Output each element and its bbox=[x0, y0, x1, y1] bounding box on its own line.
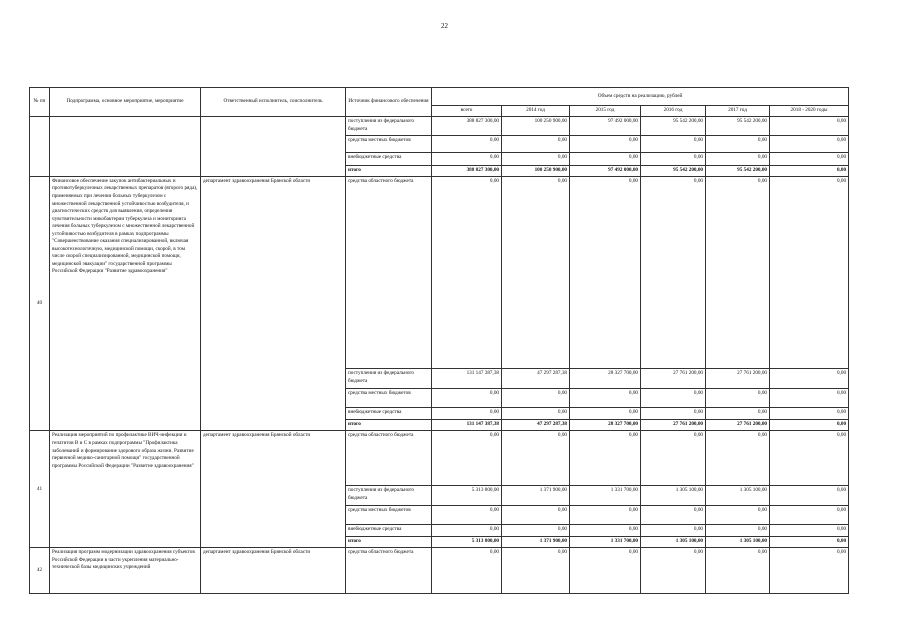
cell-source: средства областного бюджета bbox=[346, 548, 432, 594]
cell-2018-2020: 0,00 bbox=[770, 388, 849, 407]
cell-2015: 97 492 000,00 bbox=[570, 165, 641, 176]
cell-2014: 0,00 bbox=[502, 388, 570, 407]
funding-table bbox=[29, 87, 849, 594]
cell-2018-2020: 0,00 bbox=[770, 136, 849, 153]
cell-2015: 0,00 bbox=[570, 431, 641, 486]
cell-executor bbox=[201, 117, 346, 177]
cell-2014: 100 250 900,00 bbox=[502, 117, 570, 136]
cell-2018-2020: 0,00 bbox=[770, 431, 849, 486]
cell-executor: департамент здравоохранения Брянской области bbox=[201, 548, 346, 594]
header-funding-group: Объем средств на реализацию, рублей bbox=[432, 88, 849, 106]
cell-2018-2020: 0,00 bbox=[770, 369, 849, 388]
header-total: всего bbox=[432, 105, 502, 116]
cell-total: 0,00 bbox=[432, 524, 502, 537]
cell-2015: 1 331 700,00 bbox=[570, 537, 641, 548]
cell-no: 41 bbox=[30, 431, 50, 548]
cell-2014: 0,00 bbox=[502, 153, 570, 166]
cell-no bbox=[30, 117, 50, 177]
cell-source: поступления из федерального бюджета bbox=[346, 486, 432, 505]
cell-executor: департамент здравоохранения Брянской области bbox=[201, 176, 346, 430]
cell-2015: 0,00 bbox=[570, 153, 641, 166]
table-row bbox=[30, 548, 849, 594]
cell-2017: 0,00 bbox=[706, 153, 770, 166]
cell-2014: 0,00 bbox=[502, 431, 570, 486]
cell-2018-2020: 0,00 bbox=[770, 524, 849, 537]
cell-2014: 47 297 287,38 bbox=[502, 420, 570, 431]
header-executor: Ответственный исполнитель, соисполнитель bbox=[201, 88, 346, 117]
cell-2016: 0,00 bbox=[641, 407, 706, 420]
cell-no: 40 bbox=[30, 176, 50, 430]
cell-2016: 27 761 200,00 bbox=[641, 369, 706, 388]
cell-2016: 0,00 bbox=[641, 524, 706, 537]
cell-2016: 95 542 200,00 bbox=[641, 117, 706, 136]
cell-total: 0,00 bbox=[432, 153, 502, 166]
cell-2014: 0,00 bbox=[502, 176, 570, 369]
cell-2018-2020: 0,00 bbox=[770, 548, 849, 594]
cell-2016: 95 542 200,00 bbox=[641, 165, 706, 176]
cell-2018-2020: 0,00 bbox=[770, 176, 849, 369]
cell-source: средства областного бюджета bbox=[346, 176, 432, 369]
cell-source: средства местных бюджетов bbox=[346, 388, 432, 407]
cell-2017: 1 305 100,00 bbox=[706, 486, 770, 505]
cell-source: внебюджетные средства bbox=[346, 153, 432, 166]
page-number: 22 bbox=[441, 22, 448, 30]
cell-source: поступления из федерального бюджета bbox=[346, 369, 432, 388]
cell-2014: 0,00 bbox=[502, 505, 570, 524]
cell-2015: 0,00 bbox=[570, 505, 641, 524]
cell-source: средства местных бюджетов bbox=[346, 136, 432, 153]
cell-total: 388 827 300,00 bbox=[432, 117, 502, 136]
cell-2014: 1 371 900,00 bbox=[502, 486, 570, 505]
cell-total: 5 313 800,00 bbox=[432, 486, 502, 505]
cell-source: итого bbox=[346, 420, 432, 431]
cell-2018-2020: 0,00 bbox=[770, 537, 849, 548]
cell-2017: 0,00 bbox=[706, 524, 770, 537]
cell-2017: 0,00 bbox=[706, 136, 770, 153]
cell-2014: 47 297 287,38 bbox=[502, 369, 570, 388]
cell-source: итого bbox=[346, 165, 432, 176]
cell-2014: 0,00 bbox=[502, 524, 570, 537]
cell-source: средства областного бюджета bbox=[346, 431, 432, 486]
cell-program bbox=[50, 117, 201, 177]
cell-2015: 28 327 700,00 bbox=[570, 369, 641, 388]
cell-2017: 0,00 bbox=[706, 431, 770, 486]
cell-source: внебюджетные средства bbox=[346, 524, 432, 537]
cell-2016: 0,00 bbox=[641, 431, 706, 486]
cell-source: внебюджетные средства bbox=[346, 407, 432, 420]
cell-2015: 0,00 bbox=[570, 524, 641, 537]
cell-2018-2020: 0,00 bbox=[770, 117, 849, 136]
cell-2015: 0,00 bbox=[570, 176, 641, 369]
cell-2018-2020: 0,00 bbox=[770, 165, 849, 176]
cell-no: 42 bbox=[30, 548, 50, 594]
header-2015: 2015 год bbox=[570, 105, 641, 116]
cell-2018-2020: 0,00 bbox=[770, 420, 849, 431]
cell-total: 0,00 bbox=[432, 505, 502, 524]
cell-2015: 28 327 700,00 bbox=[570, 420, 641, 431]
cell-total: 0,00 bbox=[432, 176, 502, 369]
cell-2017: 0,00 bbox=[706, 388, 770, 407]
cell-source: поступления из федерального бюджета bbox=[346, 117, 432, 136]
cell-2015: 0,00 bbox=[570, 548, 641, 594]
cell-source: средства местных бюджетов bbox=[346, 505, 432, 524]
cell-2016: 1 305 100,00 bbox=[641, 537, 706, 548]
header-2014: 2014 год bbox=[502, 105, 570, 116]
cell-2014: 0,00 bbox=[502, 548, 570, 594]
header-source: Источник финансового обеспечения bbox=[346, 88, 432, 117]
cell-total: 131 147 387,38 bbox=[432, 369, 502, 388]
table-row bbox=[30, 176, 849, 369]
cell-2016: 0,00 bbox=[641, 388, 706, 407]
cell-2015: 1 331 700,00 bbox=[570, 486, 641, 505]
cell-2017: 0,00 bbox=[706, 548, 770, 594]
cell-2016: 0,00 bbox=[641, 153, 706, 166]
header-2018-2020: 2018 - 2020 годы bbox=[770, 105, 849, 116]
header-2017: 2017 год bbox=[706, 105, 770, 116]
cell-program: Реализация мероприятий по профилактике ВИЧ-инфекции и гепатитов В и С в рамках подпрограммы "Профилактика заболеваний и формирование здорового образа жизни. Развитие первичной медико-санитарной помощи" государственной программы Российской Федерации "Развитие здравоохранения" bbox=[50, 431, 201, 548]
cell-2015: 97 492 000,00 bbox=[570, 117, 641, 136]
cell-program: Реализация программ модернизации здравоохранения субъектов Российской Федерации в части укрепления материально-технической базы медицинских учреждений bbox=[50, 548, 201, 594]
cell-2017: 95 542 200,00 bbox=[706, 117, 770, 136]
cell-total: 0,00 bbox=[432, 431, 502, 486]
cell-2017: 0,00 bbox=[706, 407, 770, 420]
cell-2018-2020: 0,00 bbox=[770, 505, 849, 524]
cell-2015: 0,00 bbox=[570, 136, 641, 153]
cell-2014: 100 250 900,00 bbox=[502, 165, 570, 176]
table-row bbox=[30, 431, 849, 486]
cell-2017: 27 761 200,00 bbox=[706, 420, 770, 431]
header-no: № пп bbox=[30, 88, 50, 117]
cell-2015: 0,00 bbox=[570, 407, 641, 420]
cell-2017: 0,00 bbox=[706, 505, 770, 524]
cell-2014: 0,00 bbox=[502, 407, 570, 420]
header-2016: 2016 год bbox=[641, 105, 706, 116]
cell-2017: 0,00 bbox=[706, 176, 770, 369]
cell-2014: 1 371 900,00 bbox=[502, 537, 570, 548]
cell-2015: 0,00 bbox=[570, 388, 641, 407]
cell-2017: 1 305 100,00 bbox=[706, 537, 770, 548]
cell-total: 5 313 800,00 bbox=[432, 537, 502, 548]
cell-total: 0,00 bbox=[432, 388, 502, 407]
cell-2016: 0,00 bbox=[641, 505, 706, 524]
table-row bbox=[30, 117, 849, 136]
cell-2016: 27 761 200,00 bbox=[641, 420, 706, 431]
cell-2016: 0,00 bbox=[641, 176, 706, 369]
cell-2018-2020: 0,00 bbox=[770, 407, 849, 420]
header-program: Подпрограмма, основное мероприятие, мероприятие bbox=[50, 88, 201, 117]
cell-total: 131 147 387,38 bbox=[432, 420, 502, 431]
cell-2014: 0,00 bbox=[502, 136, 570, 153]
cell-2018-2020: 0,00 bbox=[770, 486, 849, 505]
cell-2017: 95 542 200,00 bbox=[706, 165, 770, 176]
cell-program: Финансовое обеспечение закупок антибактериальных и противотуберкулезных лекарственных препаратов (второго ряда), применяемых при лечении больных туберкулезом с множественной лекарственной устойчивостью возбудителя, и диагностических средств для выявления, определения чувствительности микобактерии туберкулеза и мониторинга лечения больных туберкулезом с множественной лекарственной устойчивостью возбудителя в рамках подпрограммы "Совершенствование оказания специализированной, включая высокотехнологичную, медицинской помощи, скорой, в том числе скорой специализированной, медицинской помощи, медицинской эвакуации" государственной программы Российской Федерации "Развитие здравоохранения" bbox=[50, 176, 201, 430]
cell-2017: 27 761 200,00 bbox=[706, 369, 770, 388]
cell-executor: департамент здравоохранения Брянской области bbox=[201, 431, 346, 548]
cell-total: 0,00 bbox=[432, 407, 502, 420]
cell-total: 0,00 bbox=[432, 136, 502, 153]
cell-2018-2020: 0,00 bbox=[770, 153, 849, 166]
cell-total: 0,00 bbox=[432, 548, 502, 594]
cell-2016: 0,00 bbox=[641, 548, 706, 594]
cell-2016: 0,00 bbox=[641, 136, 706, 153]
cell-source: итого bbox=[346, 537, 432, 548]
cell-2016: 1 305 100,00 bbox=[641, 486, 706, 505]
cell-total: 388 827 300,00 bbox=[432, 165, 502, 176]
